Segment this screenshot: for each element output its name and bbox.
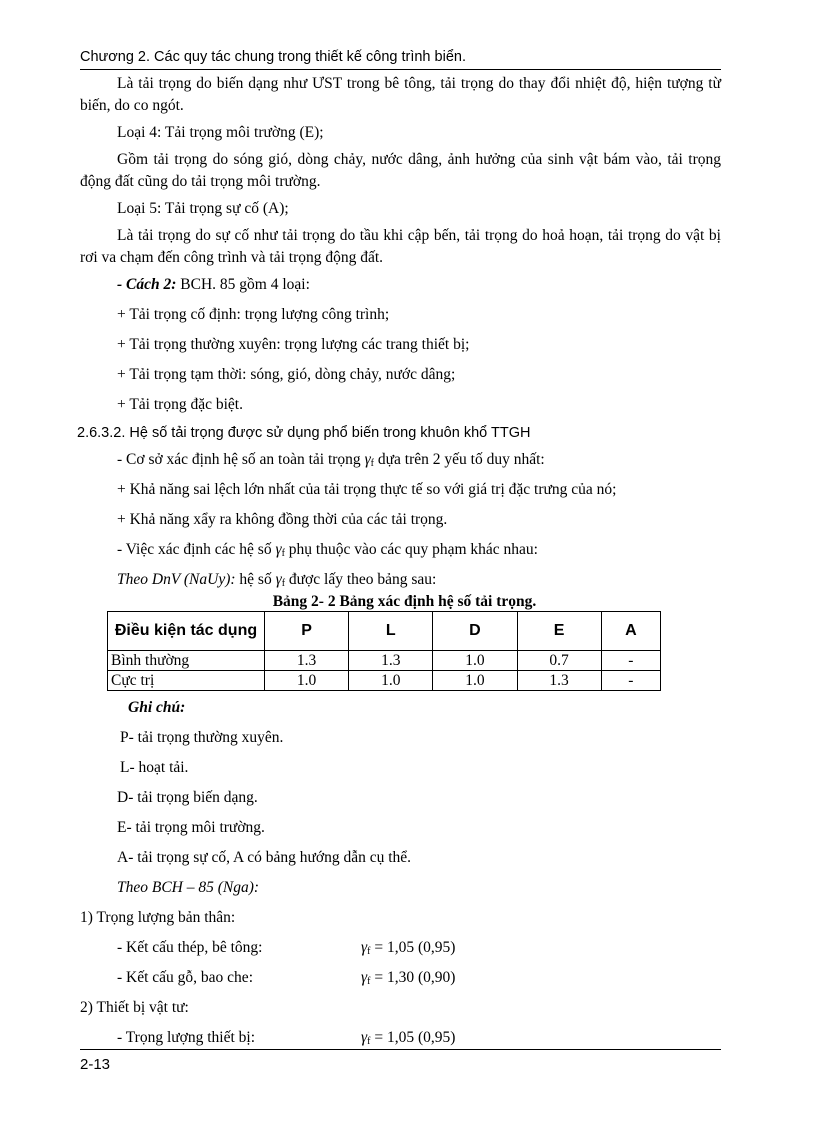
table-header-row — [108, 612, 661, 651]
list-item: + Tải trọng thường xuyên: trọng lượng các trang thiết bị; — [117, 336, 470, 353]
group-heading: 2) Thiết bị vật tư: — [80, 999, 189, 1016]
column-header: D — [433, 612, 517, 651]
method-text: BCH. 85 gồm 4 loại: — [176, 276, 310, 293]
standard-heading: Theo BCH – 85 (Nga): — [117, 879, 260, 896]
footer-rule — [80, 1049, 721, 1050]
gamma-subscript: f — [370, 458, 375, 469]
table-cell: Cực trị — [108, 671, 265, 691]
paragraph: Là tải trọng do biến dạng như ƯST trong bê tông, tải trọng do thay đổi nhiệt độ, hiện tượng từ biến, do co ngót. — [80, 75, 721, 114]
table-row — [108, 671, 661, 691]
list-item: + Khả năng xẩy ra không đồng thời của các tải trọng. — [117, 511, 448, 528]
text-run: - Việc xác định các hệ số — [117, 541, 276, 558]
gamma-symbol: γ — [275, 571, 282, 588]
text-run: dựa trên 2 yếu tố duy nhất: — [374, 451, 545, 468]
gamma-symbol: γ — [361, 1029, 368, 1046]
gamma-symbol: γ — [361, 969, 368, 986]
paragraph — [80, 449, 721, 471]
factor-value — [361, 937, 455, 959]
method-label: - Cách 2: — [117, 276, 177, 293]
gamma-subscript: f — [367, 976, 371, 987]
column-header: P — [265, 612, 349, 651]
text-run: phụ thuộc vào các quy phạm khác nhau: — [284, 541, 538, 558]
paragraph: Loại 4: Tải trọng môi trường (E); — [117, 124, 324, 141]
table-row — [108, 651, 661, 671]
paragraph: Loại 5: Tải trọng sự cố (A); — [117, 200, 289, 217]
list-item: + Tải trọng cố định: trọng lượng công trình; — [117, 306, 390, 323]
column-header: L — [349, 612, 433, 651]
paragraph — [80, 569, 721, 591]
table-cell: 1.0 — [349, 671, 433, 691]
text-run: = 1,05 (0,95) — [370, 1029, 456, 1046]
factor-row — [80, 967, 721, 989]
column-header: E — [517, 612, 601, 651]
paragraph — [80, 539, 721, 561]
text-run: - Cơ sở xác định hệ số an toàn tải trọng — [117, 451, 365, 468]
paragraph: Là tải trọng do sự cố như tải trọng do tầu khi cập bến, tải trọng do hoả hoạn, tải trọng do vật bị rơi va chạm đến công trình và tải trọng động đất. — [80, 227, 721, 266]
text-run: = 1,05 (0,95) — [370, 939, 456, 956]
factor-value — [361, 967, 455, 989]
page-header: Chương 2. Các quy tác chung trong thiết kế công trình biển. — [80, 49, 466, 65]
column-header: Điều kiện tác dụng — [108, 612, 265, 651]
group-heading: 1) Trọng lượng bản thân: — [80, 909, 236, 926]
note-item: L- hoạt tải. — [120, 759, 189, 776]
gamma-subscript: f — [281, 548, 285, 559]
column-header: A — [601, 612, 660, 651]
load-factor-table — [107, 611, 661, 691]
table-cell: 1.3 — [349, 651, 433, 671]
gamma-subscript: f — [367, 1036, 371, 1047]
text-run: = 1,30 (0,90) — [370, 969, 456, 986]
table-cell: 1.0 — [433, 651, 517, 671]
table-cell: 1.0 — [265, 671, 349, 691]
factor-row — [80, 1027, 721, 1049]
paragraph: Gồm tải trọng do sóng gió, dòng chảy, nước dâng, ảnh hưởng của sinh vật bám vào, tải trọng động đất cũng do tải trọng môi trường. — [80, 151, 721, 190]
table-caption: Bảng 2- 2 Bảng xác định hệ số tải trọng. — [272, 593, 537, 610]
gamma-symbol: γ — [275, 541, 282, 558]
table-cell: - — [601, 671, 660, 691]
factor-label: - Trọng lượng thiết bị: — [117, 1029, 256, 1046]
factor-value — [361, 1027, 455, 1049]
page-number: 2-13 — [80, 1056, 111, 1073]
table-cell: - — [601, 651, 660, 671]
text-run: được lấy theo bảng sau: — [285, 571, 437, 588]
list-item: + Tải trọng tạm thời: sóng, gió, dòng chảy, nước dâng; — [117, 366, 456, 383]
gamma-subscript: f — [367, 946, 371, 957]
note-item: D- tải trọng biến dạng. — [117, 789, 258, 806]
note-item: P- tải trọng thường xuyên. — [120, 729, 284, 746]
factor-label: - Kết cấu gỗ, bao che: — [117, 969, 253, 986]
gamma-symbol: γ — [361, 939, 368, 956]
gamma-subscript: f — [281, 578, 286, 589]
note-item: A- tải trọng sự cố, A có bảng hướng dẫn cụ thể. — [117, 849, 412, 866]
table-cell: 0.7 — [517, 651, 601, 671]
factor-label: - Kết cấu thép, bê tông: — [117, 939, 263, 956]
table-cell: 1.3 — [265, 651, 349, 671]
table-cell: Bình thường — [108, 651, 265, 671]
notes-title: Ghi chú: — [128, 699, 186, 716]
factor-row — [80, 937, 721, 959]
paragraph — [80, 274, 721, 296]
standard-name: Theo DnV (NaUy): — [117, 571, 236, 588]
page-content — [77, 73, 721, 1049]
list-item: + Tải trọng đặc biệt. — [117, 396, 243, 413]
gamma-symbol: γ — [364, 451, 371, 468]
note-item: E- tải trọng môi trường. — [117, 819, 265, 836]
list-item: + Khả năng sai lệch lớn nhất của tải trọng thực tế so với giá trị đặc trưng của nó; — [117, 481, 617, 498]
table-cell: 1.0 — [433, 671, 517, 691]
table-cell: 1.3 — [517, 671, 601, 691]
section-heading: 2.6.3.2. Hệ số tải trọng được sử dụng phổ biến trong khuôn khổ TTGH — [77, 425, 531, 441]
text-run: hệ số — [235, 571, 276, 588]
header-rule — [80, 69, 721, 70]
